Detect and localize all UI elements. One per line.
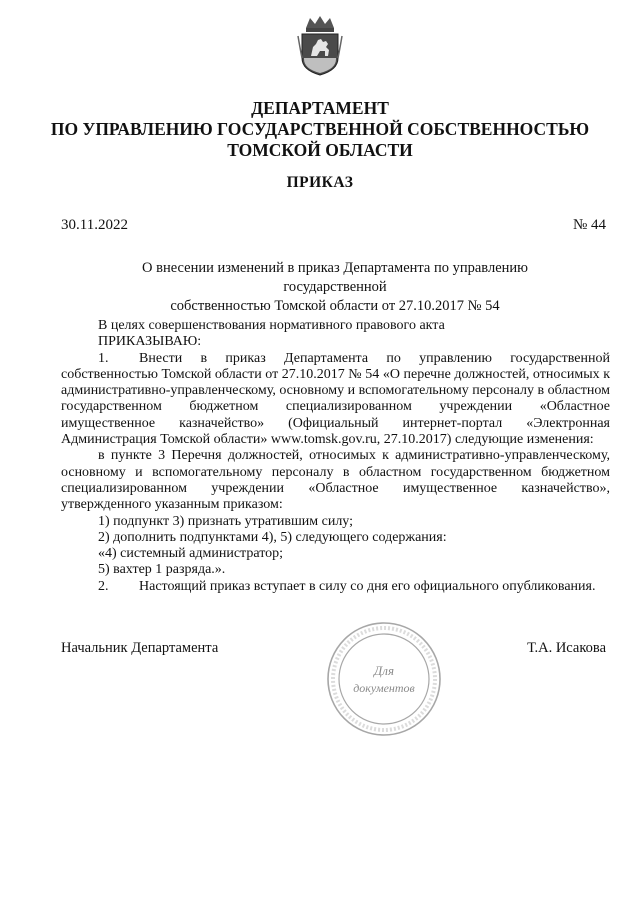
header-line-3: ТОМСКОЙ ОБЛАСТИ [227, 140, 413, 160]
order-body [61, 318, 610, 595]
list-item: «4) системный администратор; [98, 546, 284, 562]
header-line-2: ПО УПРАВЛЕНИЮ ГОСУДАРСТВЕННОЙ СОБСТВЕННОСТЬЮ [50, 119, 590, 139]
list-item: 1) подпункт 3) признать утратившим силу; [98, 513, 354, 529]
order-word: ПРИКАЗЫВАЮ: [98, 334, 202, 350]
order-title: ПРИКАЗ [286, 174, 354, 191]
official-stamp [325, 620, 443, 738]
subject-line-1: О внесении изменений в приказ Департамента по управлению государственной [142, 260, 528, 295]
order-number: № 44 [572, 217, 606, 233]
paragraph-2 [61, 579, 610, 595]
signatory-title: Начальник Департамента [61, 640, 219, 656]
department-header [40, 98, 600, 161]
paragraph-1 [61, 351, 610, 449]
header-line-1: ДЕПАРТАМЕНТ [251, 98, 389, 118]
coat-of-arms-icon [296, 14, 344, 76]
intro-paragraph: В целях совершенствования нормативного правового акта [98, 318, 445, 333]
paragraph-1-subclause: в пункте 3 Перечня должностей, относимых к административно-управленческому, основному и вспомогательному персоналу в областном государственном бюджетном специализированном учреждении «Областное имущественное казначейство», утвержденного указанным приказом: [61, 448, 610, 513]
subject-line-2: собственностью Томской области от 27.10.2017 № 54 [170, 298, 500, 314]
paragraph-1-text: Внести в приказ Департамента по управлению государственной собственностью Томской области от 27.10.2017 № 54 «О перечне должностей, относимых к административно-управленческому, основному и вспомогательному персоналу в областном государственном бюджетном специализированном учреждении «Областное имущественное казначейство» (Официальный интернет-портал «Электронная Администрация Томской области» www.tomsk.gov.ru, 27.10.2017) следующие изменения: [61, 350, 611, 448]
paragraph-1-number: 1. [98, 350, 109, 366]
order-subject [90, 259, 580, 316]
order-date: 30.11.2022 [61, 217, 128, 233]
signatory-name: Т.А. Исакова [527, 640, 606, 656]
list-item: 2) дополнить подпунктами 4), 5) следующего содержания: [98, 529, 447, 545]
stamp-text-line-1: Для [374, 663, 394, 678]
stamp-text-line-2: документов [353, 681, 415, 695]
paragraph-2-text: Настоящий приказ вступает в силу со дня его официального опубликования. [139, 578, 596, 594]
list-item: 5) вахтер 1 разряда.». [98, 562, 226, 578]
paragraph-2-number: 2. [98, 578, 109, 594]
